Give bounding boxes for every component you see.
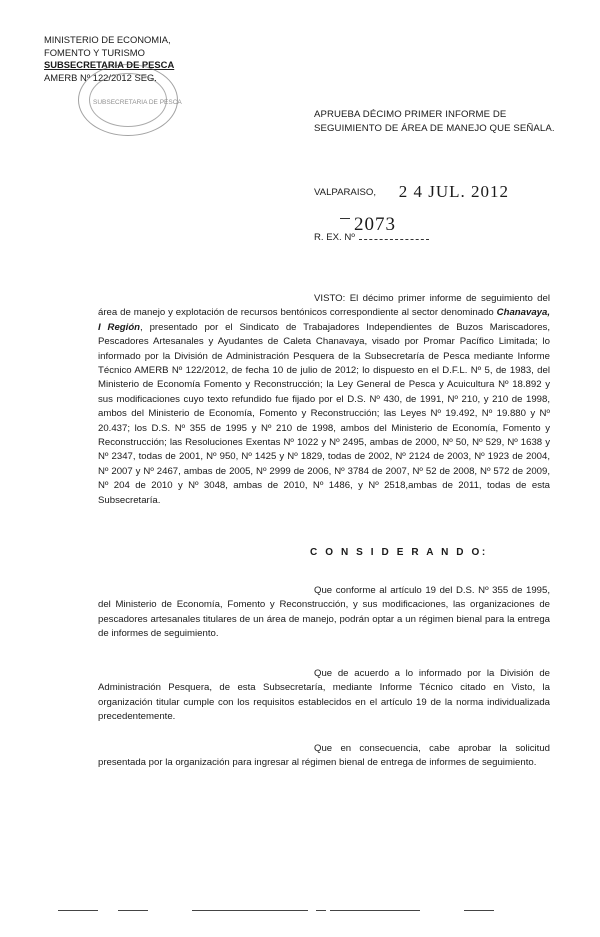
official-stamp-text: SUBSECRETARIA DE PESCA: [93, 99, 182, 106]
date-stamp: 2 4 JUL. 2012: [398, 182, 509, 201]
letterhead-ministry-line2: FOMENTO Y TURISMO: [44, 46, 145, 58]
footer-rule: [58, 910, 498, 914]
footer-rule-segment: [316, 910, 326, 911]
footer-rule-segment: [464, 910, 494, 911]
resolution-blank: [359, 239, 429, 240]
visto-text-b: , presentado por el Sindicato de Trabajadores Independientes de Buzos Mariscadores, Pescadores Artesanales y Ayudantes de Caleta Chanavaya, visado por Promar Pacífico Limitada; lo informado por la División de Administración Pesquera de la Subsecretaría de Pesca mediante Informe Técnico AMERB Nº 122/2012, de fecha 10 de julio de 2012; lo dispuesto en el D.F.L. Nº 5, de 1983, del Ministerio de Economía Fomento y Reconstrucción; la Ley General de Pesca y Acuicultura Nº 18.892 y sus modificaciones cuyo texto refundido fue fijado por el D.S. Nº 430, de 1991, Nº 210, y 210 de 1998, ambos del Ministerio de Economía, Fomento y Reconstrucción; las Leyes Nº 19.492, Nº 19.880 y Nº 20.437; los D.S. Nº 355 de 1995 y Nº 210 de 1998, ambos del Ministerio de Economía, Fomento y Reconstrucción; las Resoluciones Exentas Nº 1022 y Nº 2495, ambas de 2000, Nº 50, Nº 529, Nº 1638 y Nº 2347, todas de 2001, Nº 950, Nº 1425 y Nº 1829, todas de 2002, Nº 2124 de 2003, Nº 1923 de 2004, Nº 2007 y Nº 2467, ambas de 2005, Nº 2999 de 2006, Nº 3784 de 2007, Nº 52 de 2008, Nº 572 de 2009, Nº 204 de 2010 y Nº 3048, ambas de 2010, Nº 1486, y Nº 2518,ambas de 2011, todas de esta Subsecretaría.: [98, 321, 550, 506]
letterhead-reference: AMERB Nº 122/2012 SEG.: [44, 71, 157, 83]
official-stamp: [78, 64, 182, 136]
resolution-dash: [340, 218, 350, 219]
date-line: [314, 180, 509, 200]
footer-rule-segment: [118, 910, 148, 911]
resolution-number-line: [314, 214, 429, 243]
footer-rule-segment: [58, 910, 98, 911]
subject-line: APRUEBA DÉCIMO PRIMER INFORME DE SEGUIMIENTO DE ÁREA DE MANEJO QUE SEÑALA.: [314, 109, 555, 134]
visto-text-a: VISTO: El décimo primer informe de seguimiento del área de manejo y explotación de recursos bentónicos correspondiente al sector denominado: [98, 293, 550, 319]
considerando-paragraph-1: Que conforme al artículo 19 del D.S. Nº 355 de 1995, del Ministerio de Economía, Fomento y Reconstrucción, y sus modificaciones, las organizaciones de pescadores artesanales titulares de un área de manejo, podrán optar a un régimen bienal para la entrega de informes de seguimiento.: [98, 585, 550, 640]
considerando-paragraph-2: Que de acuerdo a lo informado por la División de Administración Pesquera, de esta Subsecretaría, mediante Informe Técnico citado en Visto, la organización titular cumple con los requisitos establecidos en el artículo 19 de la norma individualizada precedentemente.: [98, 668, 550, 723]
considerando-paragraph-3: Que en consecuencia, cabe aprobar la solicitud presentada por la organización para ingresar al régimen bienal de entrega de informes de seguimiento.: [98, 743, 550, 769]
visto-sector: Chanavaya, I Región: [98, 307, 550, 333]
letterhead-ministry: MINISTERIO DE ECONOMIA,: [44, 34, 171, 45]
considerando-heading: C O N S I D E R A N D O:: [310, 547, 488, 558]
resolution-number: 2073: [354, 214, 396, 235]
footer-rule-segment: [330, 910, 420, 911]
letterhead-subsecretaria: SUBSECRETARIA DE PESCA: [44, 59, 175, 71]
date-place: VALPARAISO,: [314, 187, 377, 198]
resolution-label: R. EX. Nº: [314, 232, 355, 243]
footer-rule-segment: [192, 910, 308, 911]
visto-paragraph: [98, 292, 550, 508]
